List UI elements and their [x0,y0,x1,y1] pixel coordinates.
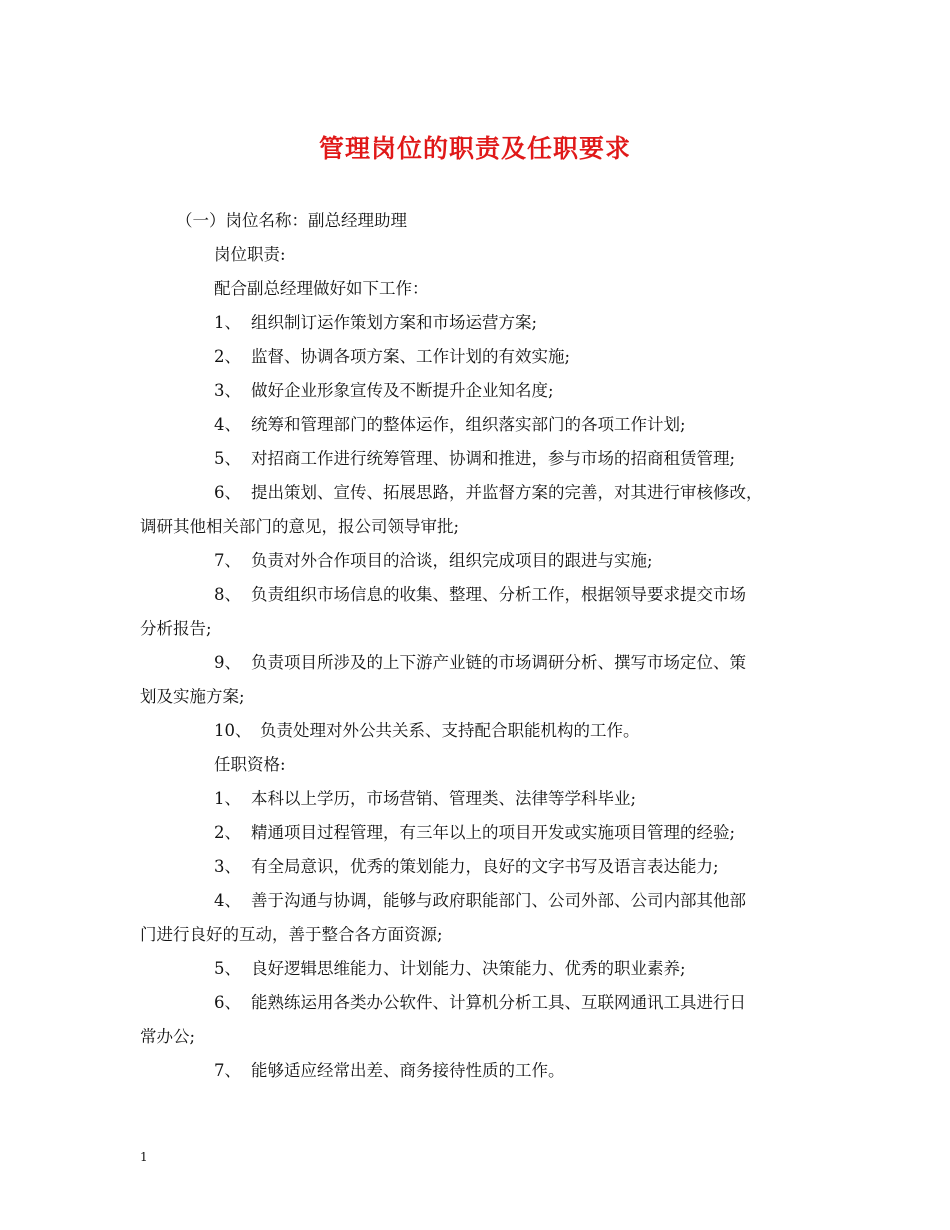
qualification-item [214,952,686,986]
duty-item [214,714,640,748]
item-text: 良好逻辑思维能力、计划能力、决策能力、优秀的职业素养; [251,959,686,978]
item-text: 有全局意识，优秀的策划能力，良好的文字书写及语言表达能力; [251,857,719,876]
qualification-item-continuation: 常办公; [140,1027,196,1046]
qualification-item [214,816,735,850]
duty-item [214,578,746,612]
qualifications-label: 任职资格: [214,755,286,774]
item-number: 4、 [214,891,241,910]
item-number: 5、 [214,959,241,978]
duty-item [214,408,686,442]
item-number: 5、 [214,449,241,468]
item-number: 8、 [214,585,241,604]
item-number: 9、 [214,653,241,672]
duty-item [214,306,537,340]
item-text: 做好企业形象宣传及不断提升企业知名度; [251,381,554,400]
duties-intro: 配合副总经理做好如下工作： [214,279,429,298]
item-number: 7、 [214,1061,241,1080]
item-number: 3、 [214,857,241,876]
qualification-item [214,1054,565,1088]
duty-item [214,442,735,476]
item-number: 3、 [214,381,241,400]
section-heading: （一）岗位名称：副总经理助理 [176,211,407,230]
item-number: 2、 [214,823,241,842]
document-title: 管理岗位的职责及任职要求 [318,134,631,163]
item-text: 负责组织市场信息的收集、整理、分析工作，根据领导要求提交市场 [251,585,746,604]
qualification-item [214,850,719,884]
duty-item [214,646,746,680]
qualification-item [214,986,746,1020]
item-text: 统筹和管理部门的整体运作，组织落实部门的各项工作计划; [251,415,686,434]
item-number: 2、 [214,347,241,366]
item-number: 1、 [214,789,241,808]
item-number: 1、 [214,313,241,332]
item-text: 组织制订运作策划方案和市场运营方案; [251,313,538,332]
duty-item [214,476,763,510]
duty-item [214,544,653,578]
item-text: 善于沟通与协调，能够与政府职能部门、公司外部、公司内部其他部 [251,891,746,910]
item-text: 监督、协调各项方案、工作计划的有效实施; [251,347,571,366]
item-text: 本科以上学历，市场营销、管理类、法律等学科毕业; [251,789,637,808]
item-text: 负责对外合作项目的洽谈，组织完成项目的跟进与实施; [251,551,653,570]
item-text: 对招商工作进行统筹管理、协调和推进，参与市场的招商租赁管理; [251,449,736,468]
item-text: 能够适应经常出差、商务接待性质的工作。 [251,1061,565,1080]
duty-item [214,340,570,374]
duties-label: 岗位职责: [214,245,286,264]
page-number: 1 [140,1150,148,1164]
item-text: 提出策划、宣传、拓展思路，并监督方案的完善，对其进行审核修改， [251,483,763,502]
item-text: 精通项目过程管理，有三年以上的项目开发或实施项目管理的经验; [251,823,736,842]
item-number: 6、 [214,993,241,1012]
duty-item-continuation: 划及实施方案; [140,687,245,706]
duty-item-continuation: 调研其他相关部门的意见，报公司领导审批; [140,517,460,536]
item-text: 能熟练运用各类办公软件、计算机分析工具、互联网通讯工具进行日 [251,993,746,1012]
item-number: 4、 [214,415,241,434]
qualification-item [214,782,636,816]
item-text: 负责项目所涉及的上下游产业链的市场调研分析、撰写市场定位、策 [251,653,746,672]
item-text: 负责处理对外公共关系、支持配合职能机构的工作。 [260,721,640,740]
item-number: 7、 [214,551,241,570]
duty-item [214,374,554,408]
duty-item-continuation: 分析报告; [140,619,212,638]
item-number: 6、 [214,483,241,502]
item-number: 10、 [214,721,252,740]
qualification-item [214,884,746,918]
qualification-item-continuation: 门进行良好的互动，善于整合各方面资源; [140,925,443,944]
